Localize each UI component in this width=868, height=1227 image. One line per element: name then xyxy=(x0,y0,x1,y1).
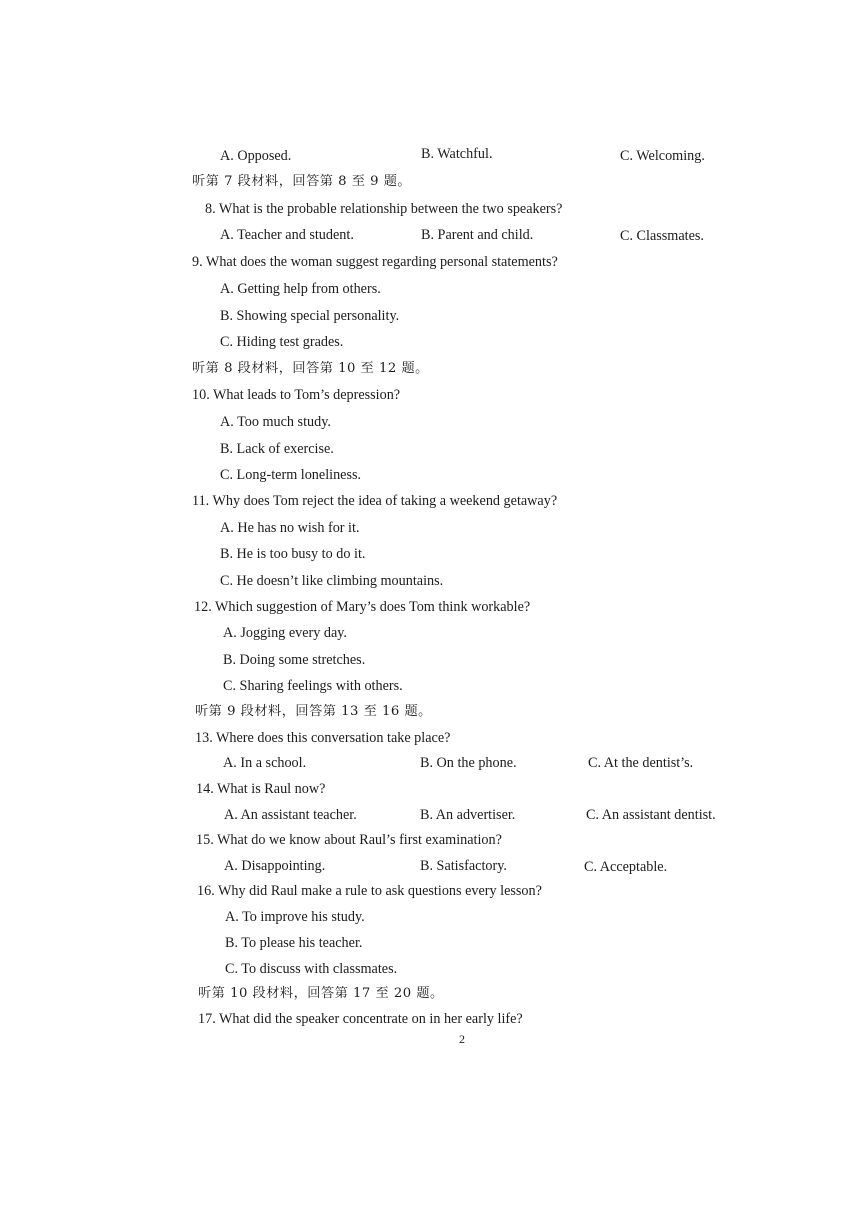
q11-option-a: A. He has no wish for it. xyxy=(220,520,360,536)
q8-option-a: A. Teacher and student. xyxy=(220,227,354,243)
q16-option-a: A. To improve his study. xyxy=(225,909,365,925)
q8-option-b: B. Parent and child. xyxy=(421,227,534,243)
q14-option-a: A. An assistant teacher. xyxy=(224,807,357,823)
q13-option-b: B. On the phone. xyxy=(420,755,517,771)
q9-option-b: B. Showing special personality. xyxy=(220,308,400,324)
q15-option-b: B. Satisfactory. xyxy=(420,858,507,874)
question-14: 14. What is Raul now? xyxy=(196,781,326,797)
q11-option-b: B. He is too busy to do it. xyxy=(220,546,366,562)
q7-option-c: C. Welcoming. xyxy=(620,148,705,164)
q14-option-c: C. An assistant dentist. xyxy=(586,807,716,823)
question-17: 17. What did the speaker concentrate on in her early life? xyxy=(198,1011,523,1027)
question-9: 9. What does the woman suggest regarding personal statements? xyxy=(192,254,558,270)
q10-option-c: C. Long-term loneliness. xyxy=(220,467,362,483)
q10-option-a: A. Too much study. xyxy=(220,414,331,430)
q16-option-b: B. To please his teacher. xyxy=(225,935,363,951)
q8-option-c: C. Classmates. xyxy=(620,228,704,244)
q9-option-c: C. Hiding test grades. xyxy=(220,334,344,350)
question-15: 15. What do we know about Raul’s first examination? xyxy=(196,832,502,848)
section-9-heading: 听第 9 段材料，回答第 13 至 16 题。 xyxy=(195,704,432,719)
section-8-heading: 听第 8 段材料，回答第 10 至 12 题。 xyxy=(192,361,429,376)
section-10-heading: 听第 10 段材料，回答第 17 至 20 题。 xyxy=(198,986,444,1001)
q7-option-b: B. Watchful. xyxy=(421,146,493,162)
q16-option-c: C. To discuss with classmates. xyxy=(225,961,398,977)
question-11: 11. Why does Tom reject the idea of taking a weekend getaway? xyxy=(192,493,558,509)
q11-option-c: C. He doesn’t like climbing mountains. xyxy=(220,573,444,589)
question-8: 8. What is the probable relationship between the two speakers? xyxy=(205,201,563,217)
q12-option-b: B. Doing some stretches. xyxy=(223,652,366,668)
q10-option-b: B. Lack of exercise. xyxy=(220,441,334,457)
q12-option-c: C. Sharing feelings with others. xyxy=(223,678,403,694)
q15-option-a: A. Disappointing. xyxy=(224,858,326,874)
q12-option-a: A. Jogging every day. xyxy=(223,625,347,641)
q15-option-c: C. Acceptable. xyxy=(584,859,668,875)
q7-option-a: A. Opposed. xyxy=(220,148,292,164)
question-10: 10. What leads to Tom’s depression? xyxy=(192,387,401,403)
question-12: 12. Which suggestion of Mary’s does Tom think workable? xyxy=(194,599,531,615)
q9-option-a: A. Getting help from others. xyxy=(220,281,381,297)
section-7-heading: 听第 7 段材料，回答第 8 至 9 题。 xyxy=(192,174,412,189)
page-number: 2 xyxy=(459,1032,465,1046)
question-16: 16. Why did Raul make a rule to ask questions every lesson? xyxy=(197,883,542,899)
question-13: 13. Where does this conversation take place? xyxy=(195,730,451,746)
q13-option-c: C. At the dentist’s. xyxy=(588,755,694,771)
q14-option-b: B. An advertiser. xyxy=(420,807,516,823)
q13-option-a: A. In a school. xyxy=(223,755,307,771)
